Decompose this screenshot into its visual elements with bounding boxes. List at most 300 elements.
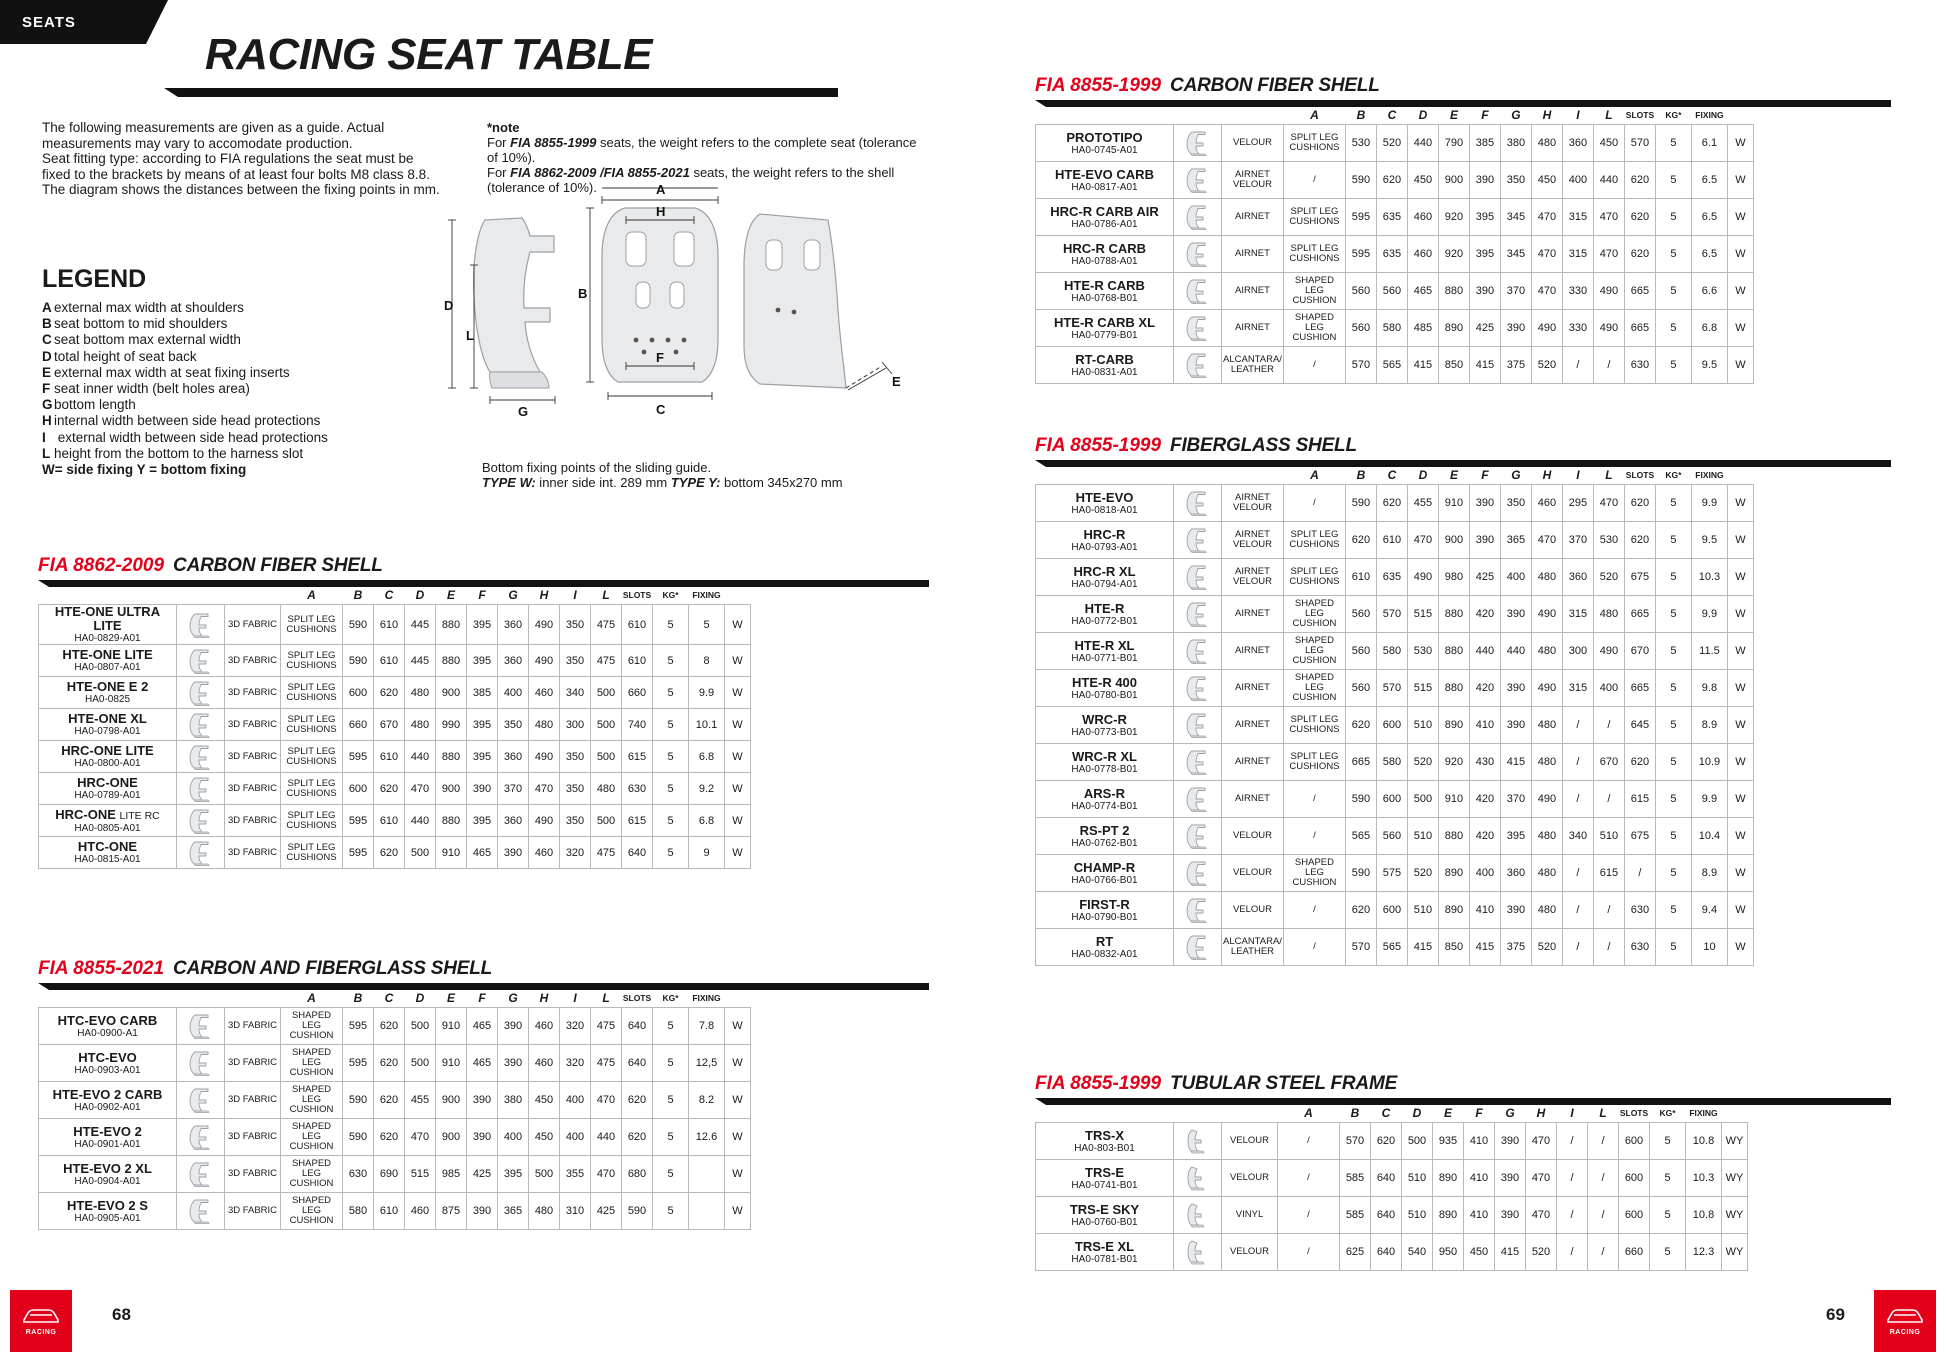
slots-value: 5	[1655, 818, 1691, 855]
seat-model-cell	[1036, 670, 1174, 707]
weight-value: 7.8	[689, 1008, 725, 1045]
seat-cushion: SHAPED LEG CUSHION	[281, 1045, 343, 1082]
dim-h: 310	[560, 1193, 591, 1230]
dim-e: 395	[467, 741, 498, 773]
seat-model-name: HRC-ONE	[77, 775, 138, 790]
dim-i: 530	[1593, 522, 1624, 559]
seat-model-name: PROTOTIPO	[1066, 129, 1143, 145]
col-spacer	[1036, 1106, 1174, 1123]
dim-a: 660	[343, 709, 374, 741]
weight-value: 12.3	[1686, 1234, 1722, 1271]
seat-model-name: HTE-EVO 2 XL	[63, 1160, 152, 1176]
seat-model-cell	[1036, 162, 1174, 199]
dim-f: 390	[1495, 1160, 1526, 1197]
seat-material: VELOUR	[1222, 1123, 1278, 1160]
seat-model-code: HA0-0780-B01	[1071, 689, 1138, 701]
dim-a: 565	[1345, 818, 1376, 855]
slots-value: 5	[1655, 162, 1691, 199]
seat-cushion: SPLIT LEG CUSHIONS	[281, 741, 343, 773]
dim-f: 360	[498, 741, 529, 773]
seat-thumbnail	[1174, 818, 1222, 855]
slots-value: 5	[1650, 1197, 1686, 1234]
seat-thumbnail	[177, 1045, 225, 1082]
dim-b: 635	[1376, 199, 1407, 236]
weight-value: 8.2	[689, 1082, 725, 1119]
col-header-d: D	[1407, 468, 1438, 485]
seat-icon	[1181, 130, 1215, 156]
seat-icon	[184, 1161, 218, 1187]
dim-g: 470	[1526, 1123, 1557, 1160]
dim-l: 620	[1624, 236, 1655, 273]
fixing-value: WY	[1722, 1234, 1748, 1271]
dim-h: 350	[560, 805, 591, 837]
dim-e: 390	[1469, 273, 1500, 310]
dim-l: 630	[1624, 892, 1655, 929]
dim-c: 515	[1407, 596, 1438, 633]
seat-thumbnail	[1174, 559, 1222, 596]
seat-model-name: TRS-E SKY	[1069, 1201, 1140, 1217]
seat-model-cell	[1036, 1234, 1174, 1271]
col-header-l: L	[591, 991, 622, 1008]
dim-i: /	[1593, 892, 1624, 929]
svg-text:L: L	[466, 328, 474, 343]
seat-model-cell	[1036, 818, 1174, 855]
col-header-f: F	[467, 588, 498, 605]
table-row	[39, 709, 751, 741]
fixing-value: W	[725, 837, 751, 869]
seat-cushion: SHAPED LEG CUSHION	[1283, 273, 1345, 310]
seat-icon	[1181, 601, 1215, 627]
dim-a: 590	[1345, 855, 1376, 892]
seat-material: AIRNET	[1222, 310, 1284, 347]
seat-icon	[1181, 749, 1215, 775]
dim-h: 370	[1562, 522, 1593, 559]
dim-f: 370	[1500, 273, 1531, 310]
col-header-c: C	[1376, 108, 1407, 125]
dim-f: 395	[1500, 818, 1531, 855]
dim-c: 470	[405, 1119, 436, 1156]
seat-thumbnail	[177, 1193, 225, 1230]
fixing-value: WY	[1722, 1123, 1748, 1160]
seat-thumbnail	[1174, 273, 1222, 310]
dim-i: 470	[591, 1082, 622, 1119]
dim-l: 640	[622, 1008, 653, 1045]
seat-icon	[184, 1124, 218, 1150]
fixing-value: W	[1727, 522, 1753, 559]
legend-key: I	[42, 429, 46, 445]
seat-icon	[184, 776, 218, 802]
seat-material: 3D FABRIC	[225, 837, 281, 869]
col-header-kg: KG*	[1650, 1106, 1686, 1123]
seat-model-name: WRC-R XL	[1072, 748, 1137, 764]
seat-model-name: RS-PT 2	[1079, 822, 1130, 838]
col-header-i: I	[560, 588, 591, 605]
table-row	[1036, 1123, 1748, 1160]
dim-g: 480	[1531, 633, 1562, 670]
legend-text: external max width at seat fixing inserts	[54, 364, 290, 380]
seat-model-name: TRS-E	[1085, 1164, 1124, 1180]
dim-d: 880	[436, 605, 467, 645]
dim-e: 425	[467, 1156, 498, 1193]
seat-thumbnail	[1174, 1123, 1222, 1160]
dim-i: /	[1588, 1197, 1619, 1234]
col-header-i: I	[1562, 468, 1593, 485]
dim-a: 560	[1345, 310, 1376, 347]
seat-model-cell	[1036, 273, 1174, 310]
seat-material: 3D FABRIC	[225, 1008, 281, 1045]
dim-h: 350	[560, 605, 591, 645]
dim-b: 600	[1376, 781, 1407, 818]
dim-f: 390	[498, 1008, 529, 1045]
seat-icon	[1181, 675, 1215, 701]
seat-cushion: SPLIT LEG CUSHIONS	[1283, 522, 1345, 559]
seat-model-cell	[1036, 559, 1174, 596]
dim-i: 490	[1593, 633, 1624, 670]
seat-cushion: /	[1278, 1234, 1340, 1271]
seat-cushion: SHAPED LEG CUSHION	[1283, 596, 1345, 633]
seat-model-code: HA0-0800-A01	[74, 758, 141, 769]
seat-cushion: SHAPED LEG CUSHION	[281, 1082, 343, 1119]
legend-item	[42, 413, 442, 429]
dim-c: 500	[405, 1008, 436, 1045]
col-header-l: L	[1593, 468, 1624, 485]
legend-item	[42, 349, 442, 365]
dim-e: 415	[1469, 929, 1500, 966]
dim-h: 360	[1562, 125, 1593, 162]
seat-cushion: SPLIT LEG CUSHIONS	[1283, 236, 1345, 273]
section-rule	[49, 983, 929, 990]
seat-thumbnail	[1174, 855, 1222, 892]
col-spacer	[1222, 108, 1284, 125]
dim-i: 490	[1593, 310, 1624, 347]
dim-g: 470	[1531, 522, 1562, 559]
slots-value: 5	[653, 645, 689, 677]
slots-value: 5	[1655, 273, 1691, 310]
slots-value: 5	[1655, 559, 1691, 596]
dim-g: 520	[1531, 929, 1562, 966]
dim-h: 350	[560, 741, 591, 773]
dim-g: 460	[529, 1008, 560, 1045]
seat-thumbnail	[177, 605, 225, 645]
dim-i: /	[1588, 1234, 1619, 1271]
dim-i: 475	[591, 645, 622, 677]
intro-text	[42, 120, 442, 198]
weight-value: 6.5	[1691, 162, 1727, 199]
dim-h: 360	[1562, 559, 1593, 596]
dim-l: 680	[622, 1156, 653, 1193]
col-spacer	[225, 588, 281, 605]
dim-a: 600	[343, 677, 374, 709]
dim-l: 620	[1624, 744, 1655, 781]
seat-cushion: /	[1283, 892, 1345, 929]
seat-model-code: HA0-0771-B01	[1071, 652, 1138, 664]
dim-e: 410	[1464, 1160, 1495, 1197]
dim-l: 620	[1624, 162, 1655, 199]
slots-value: 5	[653, 605, 689, 645]
seat-cushion: /	[1283, 929, 1345, 966]
dim-c: 540	[1402, 1234, 1433, 1271]
dim-g: 490	[1531, 310, 1562, 347]
dim-l: 590	[622, 1193, 653, 1230]
dim-b: 620	[1376, 485, 1407, 522]
seat-thumbnail	[1174, 1234, 1222, 1271]
seat-table-s4	[1035, 468, 1754, 966]
dim-e: 430	[1469, 744, 1500, 781]
seat-icon	[1181, 786, 1215, 812]
table-row	[1036, 199, 1754, 236]
table-row	[1036, 781, 1754, 818]
slots-value: 5	[1655, 485, 1691, 522]
dim-d: 790	[1438, 125, 1469, 162]
weight-value: 6.8	[689, 741, 725, 773]
dim-h: 400	[560, 1119, 591, 1156]
dim-a: 560	[1345, 670, 1376, 707]
dim-b: 560	[1376, 818, 1407, 855]
col-header-slots: SLOTS	[622, 588, 653, 605]
fixing-value: W	[725, 741, 751, 773]
dim-b: 610	[374, 805, 405, 837]
weight-value: 9.9	[1691, 596, 1727, 633]
slots-value: 5	[1655, 522, 1691, 559]
seat-model-name: HRC-R CARB AIR	[1050, 203, 1159, 219]
col-header-i: I	[1562, 108, 1593, 125]
seat-model-code: HA0-0741-B01	[1071, 1179, 1138, 1191]
fixing-value: W	[725, 1156, 751, 1193]
slots-value: 5	[653, 741, 689, 773]
seat-model-variant: LITE RC	[119, 809, 160, 822]
seat-icon	[1181, 638, 1215, 664]
col-header-g: G	[1495, 1106, 1526, 1123]
dim-h: 400	[560, 1082, 591, 1119]
section-rule	[49, 580, 929, 587]
seat-model-name: HTE-R	[1084, 600, 1125, 616]
seat-model-code: HA0-0900-A1	[77, 1027, 138, 1039]
table-row	[39, 1156, 751, 1193]
dim-h: /	[1557, 1234, 1588, 1271]
col-header-g: G	[498, 991, 529, 1008]
legend-text: seat bottom to mid shoulders	[54, 316, 228, 332]
seat-icon	[1181, 712, 1215, 738]
slots-value: 5	[653, 1045, 689, 1082]
seat-model-cell	[1036, 236, 1174, 273]
seat-material: AIRNET VELOUR	[1222, 559, 1284, 596]
seat-material: 3D FABRIC	[225, 1156, 281, 1193]
dim-g: 490	[529, 741, 560, 773]
col-header-kg: KG*	[1655, 108, 1691, 125]
table-row	[1036, 1197, 1748, 1234]
legend-key: G	[42, 397, 53, 413]
dim-i: 500	[591, 805, 622, 837]
page-title: RACING SEAT TABLE	[205, 30, 652, 79]
seat-model-code: HA0-0817-A01	[1071, 181, 1138, 193]
dim-g: 480	[529, 709, 560, 741]
weight-value: 10.8	[1686, 1197, 1722, 1234]
dim-a: 560	[1345, 596, 1376, 633]
dim-g: 450	[529, 1119, 560, 1156]
table-row	[39, 1045, 751, 1082]
seat-model-cell	[1036, 347, 1174, 384]
dim-a: 570	[1345, 929, 1376, 966]
seat-thumbnail	[1174, 781, 1222, 818]
seat-model-cell	[1036, 892, 1174, 929]
seat-model-name: HTE-R CARB	[1064, 277, 1145, 293]
dim-d: 985	[436, 1156, 467, 1193]
seat-model-name: HTE-ONE XL	[68, 711, 147, 726]
seat-icon	[1181, 823, 1215, 849]
seat-model-name: HTC-ONE	[77, 839, 138, 854]
dim-d: 890	[1433, 1197, 1464, 1234]
dim-b: 620	[1371, 1123, 1402, 1160]
col-spacer	[225, 991, 281, 1008]
seat-thumbnail	[1174, 596, 1222, 633]
dim-d: 910	[436, 837, 467, 869]
seat-model-cell	[1036, 707, 1174, 744]
slots-value: 5	[653, 1193, 689, 1230]
slots-value: 5	[1655, 670, 1691, 707]
seat-model-code: HA0-0773-B01	[1071, 726, 1138, 738]
fixing-value: W	[725, 709, 751, 741]
seat-model-name: HTE-R 400	[1071, 674, 1138, 690]
table-row	[1036, 818, 1754, 855]
dim-d: 900	[436, 1082, 467, 1119]
fixing-value: W	[1727, 855, 1753, 892]
dim-i: 500	[591, 741, 622, 773]
fixing-value: W	[1727, 929, 1753, 966]
dim-i: 475	[591, 605, 622, 645]
dim-c: 470	[405, 773, 436, 805]
dim-f: 360	[1500, 855, 1531, 892]
seat-material: AIRNET	[1222, 633, 1284, 670]
seat-material: VELOUR	[1222, 818, 1284, 855]
dim-f: 415	[1495, 1234, 1526, 1271]
seat-thumbnail	[1174, 485, 1222, 522]
dim-g: 520	[1531, 347, 1562, 384]
seat-model-cell	[39, 605, 177, 645]
dim-h: /	[1562, 744, 1593, 781]
dim-l: 665	[1624, 670, 1655, 707]
fixing-value: W	[1727, 162, 1753, 199]
dim-e: 410	[1469, 707, 1500, 744]
seat-icon	[184, 712, 218, 738]
dim-g: 470	[1531, 273, 1562, 310]
dim-b: 570	[1376, 596, 1407, 633]
fixing-value: W	[1727, 670, 1753, 707]
slots-value: 5	[1650, 1234, 1686, 1271]
dim-f: 360	[498, 645, 529, 677]
slots-value: 5	[1650, 1123, 1686, 1160]
col-header-g: G	[498, 588, 529, 605]
seat-model-name: HTE-ONE LITE	[62, 647, 153, 662]
dim-h: 355	[560, 1156, 591, 1193]
dim-c: 465	[1407, 273, 1438, 310]
dim-a: 595	[343, 1008, 374, 1045]
dim-d: 910	[1438, 781, 1469, 818]
dim-h: /	[1562, 347, 1593, 384]
col-header-slots: SLOTS	[1624, 468, 1655, 485]
fixing-value: W	[1727, 125, 1753, 162]
seat-model-code: HA0-0793-A01	[1071, 541, 1138, 553]
dim-f: 350	[1500, 162, 1531, 199]
seat-icon	[1181, 934, 1215, 960]
seat-thumbnail	[1174, 1197, 1222, 1234]
weight-value: 9.9	[1691, 485, 1727, 522]
col-header-b: B	[1345, 468, 1376, 485]
dim-f: 360	[498, 805, 529, 837]
dim-l: 615	[1624, 781, 1655, 818]
col-header-kg: KG*	[653, 991, 689, 1008]
seat-model-code: HA0-0774-B01	[1071, 800, 1138, 812]
seat-icon	[1181, 897, 1215, 923]
col-header-slots: SLOTS	[1619, 1106, 1650, 1123]
seat-icon	[184, 1050, 218, 1076]
col-header-c: C	[374, 991, 405, 1008]
seat-icon	[1181, 278, 1215, 304]
dim-b: 620	[374, 837, 405, 869]
dim-g: 500	[529, 1156, 560, 1193]
page-number-right: 69	[1826, 1305, 1845, 1324]
dim-b: 635	[1376, 559, 1407, 596]
dim-i: 450	[1593, 125, 1624, 162]
seat-model-cell	[39, 773, 177, 805]
weight-value: 9	[689, 837, 725, 869]
dim-g: 480	[1531, 892, 1562, 929]
dim-b: 520	[1376, 125, 1407, 162]
legend-key: B	[42, 316, 52, 332]
seat-model-cell	[39, 1008, 177, 1045]
fixing-value: W	[1727, 199, 1753, 236]
dim-e: 395	[1469, 236, 1500, 273]
table-row	[39, 1119, 751, 1156]
seat-icon	[184, 680, 218, 706]
dim-f: 345	[1500, 236, 1531, 273]
dim-f: 400	[1500, 559, 1531, 596]
dim-b: 580	[1376, 744, 1407, 781]
dim-d: 875	[436, 1193, 467, 1230]
table-row	[1036, 125, 1754, 162]
seat-icon	[1181, 167, 1215, 193]
dim-e: 390	[1469, 522, 1500, 559]
legend-text: external width between side head protections	[54, 429, 328, 445]
dim-d: 900	[436, 773, 467, 805]
dim-d: 920	[1438, 199, 1469, 236]
seat-material: AIRNET	[1222, 781, 1284, 818]
table-row	[1036, 347, 1754, 384]
table-row	[39, 645, 751, 677]
seat-model-cell	[39, 1045, 177, 1082]
weight-value: 10.1	[689, 709, 725, 741]
dim-a: 585	[1340, 1160, 1371, 1197]
dim-e: 390	[1469, 162, 1500, 199]
legend-text: bottom length	[54, 397, 136, 413]
section-title: CARBON FIBER SHELL	[1170, 75, 1380, 96]
slots-value: 5	[1655, 744, 1691, 781]
weight-value: 10.3	[1691, 559, 1727, 596]
dim-c: 440	[1407, 125, 1438, 162]
dim-g: 480	[1531, 818, 1562, 855]
dim-h: 320	[560, 1045, 591, 1082]
dim-f: 345	[1500, 199, 1531, 236]
dim-l: 675	[1624, 818, 1655, 855]
dim-h: 315	[1562, 199, 1593, 236]
type-y-value: bottom 345x270 mm	[720, 475, 843, 490]
section-title: CARBON FIBER SHELL	[173, 555, 383, 576]
dim-b: 580	[1376, 633, 1407, 670]
dim-e: 395	[467, 645, 498, 677]
dim-l: 570	[1624, 125, 1655, 162]
seat-material: AIRNET	[1222, 236, 1284, 273]
section-header-s5	[1035, 1070, 1397, 1098]
dim-f: 390	[498, 837, 529, 869]
